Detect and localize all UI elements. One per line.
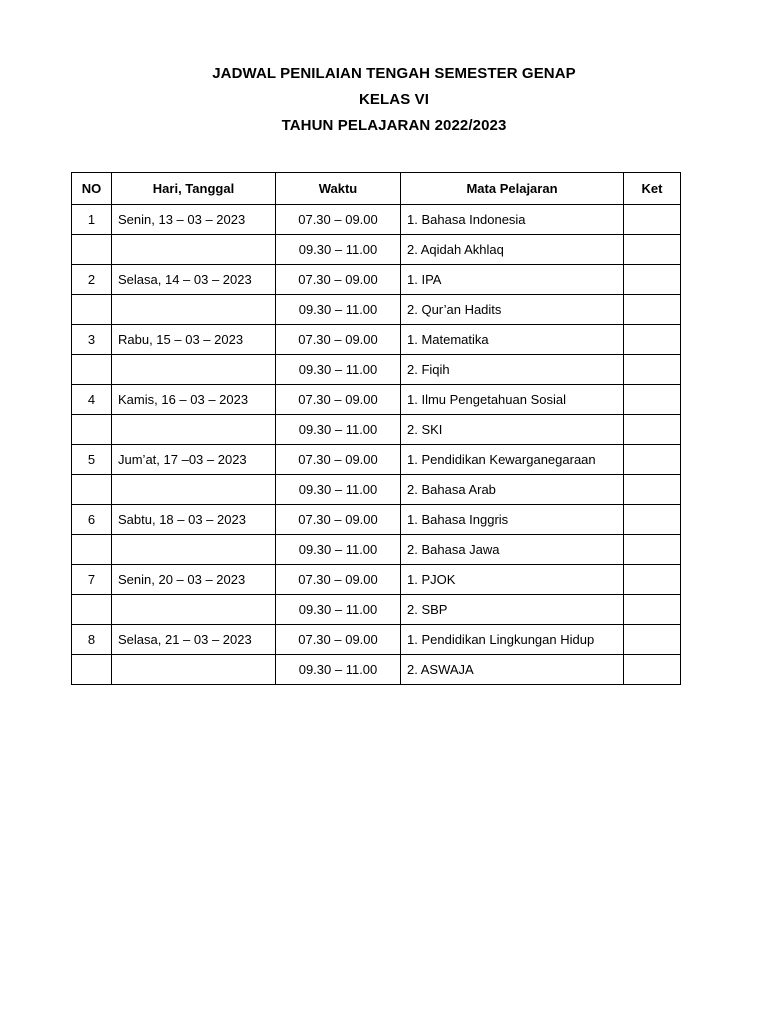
table-row — [72, 595, 681, 625]
subject-cell: 1. IPA — [401, 265, 624, 295]
column-header-date: Hari, Tanggal — [112, 173, 276, 205]
row-number-cell — [72, 235, 112, 265]
remarks-cell — [624, 235, 681, 265]
day-date-cell: Kamis, 16 – 03 – 2023 — [112, 385, 276, 415]
table-row — [72, 325, 681, 355]
row-number-cell — [72, 295, 112, 325]
time-cell: 07.30 – 09.00 — [276, 205, 401, 235]
subject-cell: 2. Qur’an Hadits — [401, 295, 624, 325]
day-date-cell: Selasa, 14 – 03 – 2023 — [112, 265, 276, 295]
time-cell: 09.30 – 11.00 — [276, 415, 401, 445]
subject-cell: 2. Fiqih — [401, 355, 624, 385]
day-date-cell — [112, 415, 276, 445]
remarks-cell — [624, 655, 681, 685]
time-cell: 09.30 – 11.00 — [276, 595, 401, 625]
day-date-cell: Rabu, 15 – 03 – 2023 — [112, 325, 276, 355]
table-row — [72, 445, 681, 475]
time-cell: 09.30 – 11.00 — [276, 295, 401, 325]
day-date-cell: Senin, 13 – 03 – 2023 — [112, 205, 276, 235]
remarks-cell — [624, 325, 681, 355]
row-number-cell — [72, 595, 112, 625]
day-date-cell — [112, 355, 276, 385]
subject-cell: 1. Matematika — [401, 325, 624, 355]
table-row — [72, 235, 681, 265]
day-date-cell — [112, 475, 276, 505]
table-row — [72, 625, 681, 655]
subject-cell: 2. Aqidah Akhlaq — [401, 235, 624, 265]
row-number-cell: 8 — [72, 625, 112, 655]
remarks-cell — [624, 595, 681, 625]
day-date-cell: Jum’at, 17 –03 – 2023 — [112, 445, 276, 475]
time-cell: 09.30 – 11.00 — [276, 655, 401, 685]
subject-cell: 2. ASWAJA — [401, 655, 624, 685]
subject-cell: 2. SBP — [401, 595, 624, 625]
time-cell: 09.30 – 11.00 — [276, 355, 401, 385]
subject-cell: 1. Ilmu Pengetahuan Sosial — [401, 385, 624, 415]
remarks-cell — [624, 265, 681, 295]
row-number-cell — [72, 415, 112, 445]
time-cell: 09.30 – 11.00 — [276, 535, 401, 565]
column-header-subject: Mata Pelajaran — [401, 173, 624, 205]
row-number-cell — [72, 355, 112, 385]
remarks-cell — [624, 205, 681, 235]
page-title: JADWAL PENILAIAN TENGAH SEMESTER GENAP — [212, 65, 576, 82]
row-number-cell — [72, 535, 112, 565]
row-number-cell: 3 — [72, 325, 112, 355]
table-body — [72, 205, 681, 685]
column-header-time: Waktu — [276, 173, 401, 205]
table-row — [72, 655, 681, 685]
remarks-cell — [624, 475, 681, 505]
subject-cell: 2. Bahasa Jawa — [401, 535, 624, 565]
time-cell: 07.30 – 09.00 — [276, 265, 401, 295]
day-date-cell — [112, 595, 276, 625]
row-number-cell: 1 — [72, 205, 112, 235]
day-date-cell — [112, 535, 276, 565]
academic-year: TAHUN PELAJARAN 2022/2023 — [281, 117, 507, 134]
time-cell: 07.30 – 09.00 — [276, 445, 401, 475]
remarks-cell — [624, 565, 681, 595]
column-header-no: NO — [72, 173, 112, 205]
row-number-cell: 6 — [72, 505, 112, 535]
class-label: KELAS VI — [359, 91, 429, 108]
table-row — [72, 355, 681, 385]
time-cell: 07.30 – 09.00 — [276, 385, 401, 415]
table-header-row — [72, 173, 681, 205]
table-row — [72, 385, 681, 415]
subject-cell: 1. Bahasa Indonesia — [401, 205, 624, 235]
day-date-cell: Senin, 20 – 03 – 2023 — [112, 565, 276, 595]
time-cell: 07.30 – 09.00 — [276, 325, 401, 355]
remarks-cell — [624, 415, 681, 445]
day-date-cell — [112, 235, 276, 265]
subject-cell: 2. Bahasa Arab — [401, 475, 624, 505]
remarks-cell — [624, 505, 681, 535]
day-date-cell: Selasa, 21 – 03 – 2023 — [112, 625, 276, 655]
remarks-cell — [624, 295, 681, 325]
remarks-cell — [624, 535, 681, 565]
table-row — [72, 265, 681, 295]
row-number-cell: 4 — [72, 385, 112, 415]
table-row — [72, 415, 681, 445]
time-cell: 09.30 – 11.00 — [276, 235, 401, 265]
subject-cell: 1. PJOK — [401, 565, 624, 595]
time-cell: 07.30 – 09.00 — [276, 565, 401, 595]
table-row — [72, 505, 681, 535]
table-row — [72, 475, 681, 505]
subject-cell: 1. Pendidikan Kewarganegaraan — [401, 445, 624, 475]
row-number-cell: 2 — [72, 265, 112, 295]
remarks-cell — [624, 385, 681, 415]
table-row — [72, 205, 681, 235]
time-cell: 09.30 – 11.00 — [276, 475, 401, 505]
row-number-cell: 5 — [72, 445, 112, 475]
table-row — [72, 295, 681, 325]
row-number-cell: 7 — [72, 565, 112, 595]
document-header — [0, 61, 768, 139]
table-row — [72, 565, 681, 595]
day-date-cell — [112, 295, 276, 325]
remarks-cell — [624, 625, 681, 655]
subject-cell: 2. SKI — [401, 415, 624, 445]
time-cell: 07.30 – 09.00 — [276, 505, 401, 535]
column-header-ket: Ket — [624, 173, 681, 205]
row-number-cell — [72, 655, 112, 685]
day-date-cell: Sabtu, 18 – 03 – 2023 — [112, 505, 276, 535]
remarks-cell — [624, 355, 681, 385]
exam-schedule-table — [71, 172, 681, 685]
table-row — [72, 535, 681, 565]
day-date-cell — [112, 655, 276, 685]
time-cell: 07.30 – 09.00 — [276, 625, 401, 655]
remarks-cell — [624, 445, 681, 475]
subject-cell: 1. Bahasa Inggris — [401, 505, 624, 535]
subject-cell: 1. Pendidikan Lingkungan Hidup — [401, 625, 624, 655]
row-number-cell — [72, 475, 112, 505]
